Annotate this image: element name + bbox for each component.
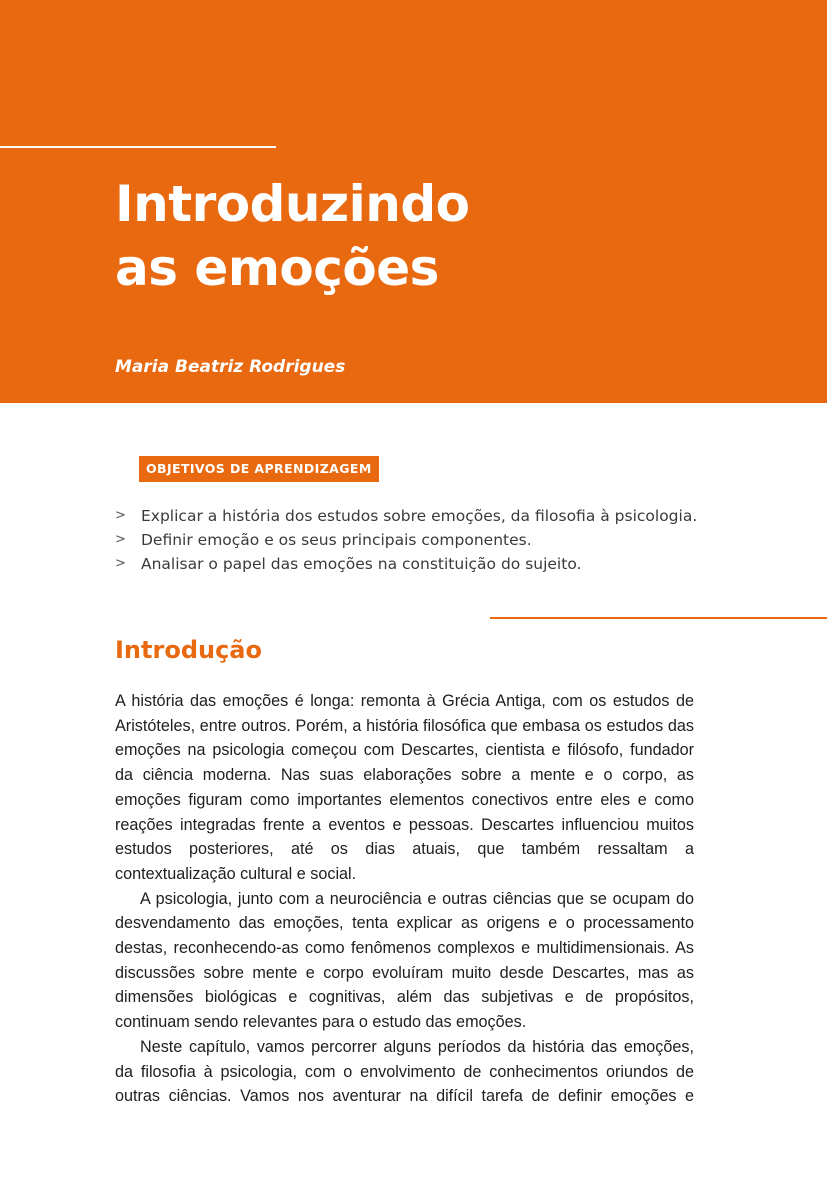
- objective-item: [115, 552, 755, 576]
- chapter-title-line-1: Introduzindo: [115, 175, 470, 233]
- chevron-right-icon: >: [115, 556, 126, 571]
- chapter-header-band: [0, 0, 827, 403]
- chapter-title-line-2: as emoções: [115, 239, 439, 297]
- paragraph: Neste capítulo, vamos percorrer alguns períodos da história das emoções, da filosofia à psicologia, com o envolvimento de conhecimentos oriundos de outras ciências. Vamos nos aventurar na difícil tarefa de definir emoções e: [115, 1037, 694, 1106]
- paragraph: A história das emoções é longa: remonta à Grécia Antiga, com os estudos de Aristóteles, entre outros. Porém, a história filosófica que embasa os estudos das emoções na psicologia começou com Descartes, cientista e filósofo, fundador da ciência moderna. Nas suas elaborações sobre a mente e o corpo, as emoções figuram como importantes elementos conectivos entre eles e como reações integradas frente a eventos e pessoas. Descartes influenciou muitos estudos posteriores, até os dias atuais, que também ressaltam a contextualização cultural e social.: [115, 692, 694, 883]
- paragraph: A psicologia, junto com a neurociência e outras ciências que se ocupam do desvendamento das emoções, tenta explicar as origens e o processamento destas, reconhecendo-as como fenômenos complexos e multidimensionais. As discussões sobre mente e corpo evoluíram muito desde Descartes, mas as dimensões biológicas e cognitivas, além das subjetivas e de propósitos, continuam sendo relevantes para o estudo das emoções.: [115, 889, 694, 1032]
- chevron-right-icon: >: [115, 532, 126, 547]
- objectives-badge: OBJETIVOS DE APRENDIZAGEM: [139, 456, 379, 482]
- section-heading: Introdução: [115, 636, 262, 664]
- objective-text: Definir emoção e os seus principais componentes.: [141, 531, 532, 549]
- objective-text: Explicar a história dos estudos sobre emoções, da filosofia à psicologia.: [141, 507, 698, 525]
- objectives-list: [115, 504, 755, 576]
- body-text: [115, 689, 694, 1109]
- section-divider: [490, 617, 827, 619]
- objective-text: Analisar o papel das emoções na constituição do sujeito.: [141, 555, 582, 573]
- chapter-title: [115, 172, 765, 300]
- author-name: Maria Beatriz Rodrigues: [115, 357, 346, 377]
- header-divider: [0, 146, 276, 148]
- chevron-right-icon: >: [115, 508, 126, 523]
- objective-item: [115, 528, 755, 552]
- objective-item: [115, 504, 755, 528]
